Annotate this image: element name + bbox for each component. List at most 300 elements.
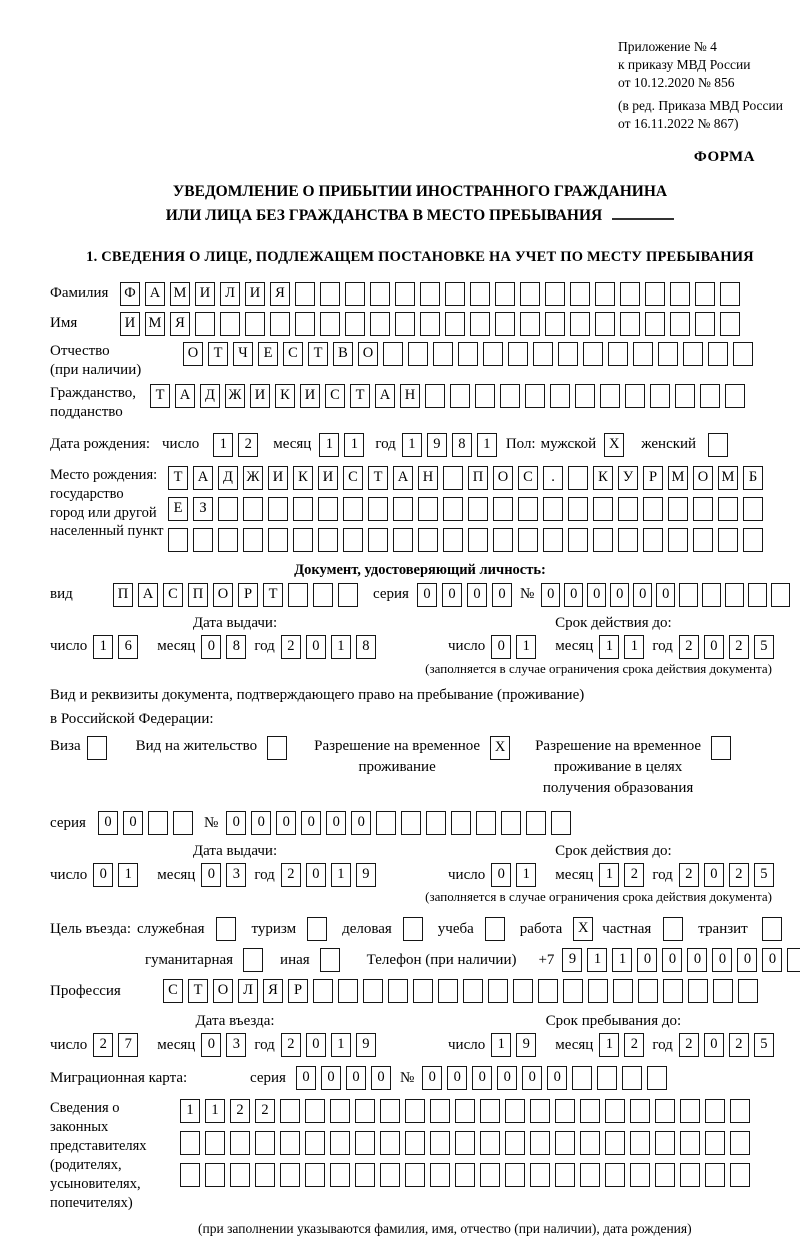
entry-year-cell[interactable]: 0 xyxy=(306,1033,326,1057)
surname-cell[interactable] xyxy=(370,282,390,306)
birthplace-cell[interactable]: М xyxy=(718,466,738,490)
birthplace-cell[interactable]: О xyxy=(693,466,713,490)
stay-month-cell[interactable]: 1 xyxy=(599,1033,619,1057)
citizenship-cell[interactable] xyxy=(475,384,495,408)
surname-cell[interactable] xyxy=(620,282,640,306)
birthplace-cell[interactable]: Е xyxy=(168,497,188,521)
name-cell[interactable] xyxy=(420,312,440,336)
birth-year-cell[interactable]: 1 xyxy=(477,433,497,457)
birthplace-cell[interactable] xyxy=(743,497,763,521)
birthplace-cell[interactable] xyxy=(618,528,638,552)
birth-year-cell[interactable]: 9 xyxy=(427,433,447,457)
name-cell[interactable]: М xyxy=(145,312,165,336)
name-cell[interactable] xyxy=(595,312,615,336)
permit-number-cell[interactable]: 0 xyxy=(276,811,296,835)
stay-year-cell[interactable]: 5 xyxy=(754,1033,774,1057)
birthplace-cell[interactable]: С xyxy=(518,466,538,490)
mig-series-cell[interactable]: 0 xyxy=(296,1066,316,1090)
birthplace-cell[interactable] xyxy=(668,497,688,521)
birthplace-cell[interactable] xyxy=(443,528,463,552)
birthplace-cell[interactable]: О xyxy=(493,466,513,490)
citizenship-cell[interactable]: Т xyxy=(150,384,170,408)
doc-issue-day-cell[interactable]: 1 xyxy=(93,635,113,659)
surname-cell[interactable] xyxy=(495,282,515,306)
reps-cell[interactable]: 2 xyxy=(255,1099,275,1123)
reps-cell[interactable] xyxy=(330,1099,350,1123)
surname-cell[interactable]: Ф xyxy=(120,282,140,306)
patronymic-cell[interactable] xyxy=(733,342,753,366)
reps-cell[interactable] xyxy=(505,1099,525,1123)
birthplace-cell[interactable] xyxy=(593,528,613,552)
profession-cell[interactable] xyxy=(438,979,458,1003)
birthplace-cell[interactable] xyxy=(218,528,238,552)
birthplace-cell[interactable] xyxy=(468,528,488,552)
citizenship-cell[interactable]: С xyxy=(325,384,345,408)
birthplace-cell[interactable] xyxy=(468,497,488,521)
reps-cell[interactable] xyxy=(705,1099,725,1123)
citizenship-cell[interactable] xyxy=(550,384,570,408)
name-cell[interactable] xyxy=(545,312,565,336)
name-cell[interactable] xyxy=(720,312,740,336)
permit-series-cell[interactable] xyxy=(148,811,168,835)
birthplace-cell[interactable] xyxy=(193,528,213,552)
citizenship-cell[interactable]: Н xyxy=(400,384,420,408)
birthplace-cell[interactable]: . xyxy=(543,466,563,490)
birthplace-cell[interactable] xyxy=(243,497,263,521)
birthplace-cell[interactable]: Т xyxy=(368,466,388,490)
patronymic-cell[interactable] xyxy=(458,342,478,366)
doc-issue-year-cell[interactable]: 2 xyxy=(281,635,301,659)
private-checkbox[interactable] xyxy=(663,917,683,941)
transit-checkbox[interactable] xyxy=(762,917,782,941)
citizenship-cell[interactable]: И xyxy=(250,384,270,408)
reps-cell[interactable] xyxy=(330,1131,350,1155)
doc-number-cell[interactable]: 0 xyxy=(656,583,675,607)
stay-year-cell[interactable]: 2 xyxy=(729,1033,749,1057)
reps-cell[interactable] xyxy=(655,1099,675,1123)
permit-valid-year-cell[interactable]: 2 xyxy=(679,863,699,887)
reps-cell[interactable] xyxy=(205,1163,225,1187)
permit-valid-month-cell[interactable]: 1 xyxy=(599,863,619,887)
reps-cell[interactable] xyxy=(405,1099,425,1123)
birthplace-cell[interactable] xyxy=(643,497,663,521)
entry-year-cell[interactable]: 9 xyxy=(356,1033,376,1057)
doc-valid-day-cell[interactable]: 0 xyxy=(491,635,511,659)
permit-valid-day-cell[interactable]: 1 xyxy=(516,863,536,887)
reps-cell[interactable] xyxy=(280,1163,300,1187)
reps-cell[interactable] xyxy=(430,1131,450,1155)
birthplace-cell[interactable] xyxy=(668,528,688,552)
reps-cell[interactable] xyxy=(355,1099,375,1123)
reps-cell[interactable] xyxy=(580,1099,600,1123)
reps-cell[interactable] xyxy=(580,1163,600,1187)
entry-year-cell[interactable]: 1 xyxy=(331,1033,351,1057)
doc-series-cell[interactable]: 0 xyxy=(467,583,487,607)
birthplace-cell[interactable] xyxy=(368,528,388,552)
citizenship-cell[interactable]: Т xyxy=(350,384,370,408)
reps-cell[interactable] xyxy=(580,1131,600,1155)
phone-digit-cell[interactable]: 0 xyxy=(737,948,757,972)
surname-cell[interactable] xyxy=(520,282,540,306)
permit-number-cell[interactable]: 0 xyxy=(226,811,246,835)
birth-day-cell[interactable]: 1 xyxy=(213,433,233,457)
birthplace-cell[interactable]: А xyxy=(393,466,413,490)
reps-cell[interactable] xyxy=(705,1163,725,1187)
doc-series-cell[interactable]: 0 xyxy=(492,583,512,607)
name-cell[interactable] xyxy=(270,312,290,336)
doc-issue-year-cell[interactable]: 0 xyxy=(306,635,326,659)
doc-number-cell[interactable] xyxy=(771,583,790,607)
phone-digit-cell[interactable] xyxy=(787,948,800,972)
permit-number-cell[interactable] xyxy=(526,811,546,835)
permit-number-cell[interactable] xyxy=(451,811,471,835)
citizenship-cell[interactable] xyxy=(575,384,595,408)
permit-number-cell[interactable]: 0 xyxy=(351,811,371,835)
patronymic-cell[interactable] xyxy=(508,342,528,366)
phone-digit-cell[interactable]: 0 xyxy=(687,948,707,972)
surname-cell[interactable] xyxy=(395,282,415,306)
citizenship-cell[interactable] xyxy=(675,384,695,408)
doc-valid-year-cell[interactable]: 0 xyxy=(704,635,724,659)
surname-cell[interactable]: Л xyxy=(220,282,240,306)
patronymic-cell[interactable]: Т xyxy=(308,342,328,366)
entry-month-cell[interactable]: 3 xyxy=(226,1033,246,1057)
profession-cell[interactable] xyxy=(363,979,383,1003)
birthplace-cell[interactable] xyxy=(643,528,663,552)
birth-year-cell[interactable]: 1 xyxy=(402,433,422,457)
birthplace-cell[interactable] xyxy=(418,497,438,521)
birthplace-cell[interactable] xyxy=(493,528,513,552)
permit-number-cell[interactable] xyxy=(476,811,496,835)
mig-number-cell[interactable] xyxy=(622,1066,642,1090)
reps-cell[interactable] xyxy=(630,1099,650,1123)
permit-issue-year-cell[interactable]: 9 xyxy=(356,863,376,887)
permit-number-cell[interactable]: 0 xyxy=(326,811,346,835)
male-checkbox[interactable]: X xyxy=(604,433,624,457)
citizenship-cell[interactable] xyxy=(450,384,470,408)
birthplace-cell[interactable]: Б xyxy=(743,466,763,490)
doc-number-cell[interactable]: 0 xyxy=(541,583,560,607)
reps-cell[interactable] xyxy=(630,1163,650,1187)
birth-year-cell[interactable]: 8 xyxy=(452,433,472,457)
birthplace-cell[interactable] xyxy=(718,497,738,521)
reps-cell[interactable] xyxy=(480,1163,500,1187)
profession-cell[interactable] xyxy=(413,979,433,1003)
name-cell[interactable] xyxy=(220,312,240,336)
reps-cell[interactable] xyxy=(205,1131,225,1155)
study-checkbox[interactable] xyxy=(485,917,505,941)
birthplace-cell[interactable] xyxy=(693,497,713,521)
birthplace-cell[interactable] xyxy=(368,497,388,521)
birthplace-cell[interactable] xyxy=(268,497,288,521)
doc-valid-year-cell[interactable]: 2 xyxy=(679,635,699,659)
patronymic-cell[interactable] xyxy=(683,342,703,366)
profession-cell[interactable]: С xyxy=(163,979,183,1003)
birthplace-cell[interactable] xyxy=(693,528,713,552)
doc-number-cell[interactable] xyxy=(679,583,698,607)
name-cell[interactable]: И xyxy=(120,312,140,336)
surname-cell[interactable]: И xyxy=(245,282,265,306)
profession-cell[interactable] xyxy=(538,979,558,1003)
reps-cell[interactable] xyxy=(630,1131,650,1155)
citizenship-cell[interactable]: Ж xyxy=(225,384,245,408)
reps-cell[interactable] xyxy=(555,1099,575,1123)
doc-valid-day-cell[interactable]: 1 xyxy=(516,635,536,659)
name-cell[interactable] xyxy=(345,312,365,336)
humanitarian-checkbox[interactable] xyxy=(243,948,263,972)
stay-day-cell[interactable]: 1 xyxy=(491,1033,511,1057)
patronymic-cell[interactable]: О xyxy=(358,342,378,366)
profession-cell[interactable]: Р xyxy=(288,979,308,1003)
profession-cell[interactable] xyxy=(613,979,633,1003)
doc-series-cell[interactable]: 0 xyxy=(442,583,462,607)
birthplace-cell[interactable] xyxy=(443,497,463,521)
permit-number-cell[interactable] xyxy=(551,811,571,835)
mig-number-cell[interactable]: 0 xyxy=(547,1066,567,1090)
permit-series-cell[interactable] xyxy=(173,811,193,835)
birthplace-cell[interactable] xyxy=(543,497,563,521)
permit-number-cell[interactable]: 0 xyxy=(251,811,271,835)
birthplace-cell[interactable] xyxy=(568,497,588,521)
surname-cell[interactable] xyxy=(720,282,740,306)
birthplace-cell[interactable] xyxy=(243,528,263,552)
permit-issue-month-cell[interactable]: 3 xyxy=(226,863,246,887)
profession-cell[interactable] xyxy=(588,979,608,1003)
patronymic-cell[interactable] xyxy=(708,342,728,366)
profession-cell[interactable] xyxy=(388,979,408,1003)
citizenship-cell[interactable] xyxy=(625,384,645,408)
name-cell[interactable] xyxy=(570,312,590,336)
mig-number-cell[interactable]: 0 xyxy=(522,1066,542,1090)
mig-number-cell[interactable] xyxy=(647,1066,667,1090)
profession-cell[interactable]: О xyxy=(213,979,233,1003)
stay-year-cell[interactable]: 0 xyxy=(704,1033,724,1057)
profession-cell[interactable]: Т xyxy=(188,979,208,1003)
reps-cell[interactable] xyxy=(480,1099,500,1123)
birthplace-cell[interactable] xyxy=(293,497,313,521)
permit-valid-year-cell[interactable]: 2 xyxy=(729,863,749,887)
permit-valid-year-cell[interactable]: 5 xyxy=(754,863,774,887)
surname-cell[interactable] xyxy=(595,282,615,306)
reps-cell[interactable] xyxy=(305,1131,325,1155)
permit-issue-day-cell[interactable]: 1 xyxy=(118,863,138,887)
reps-cell[interactable] xyxy=(605,1131,625,1155)
citizenship-cell[interactable] xyxy=(500,384,520,408)
birthplace-cell[interactable]: П xyxy=(468,466,488,490)
reps-cell[interactable] xyxy=(680,1163,700,1187)
reps-cell[interactable] xyxy=(555,1163,575,1187)
patronymic-cell[interactable] xyxy=(583,342,603,366)
doc-type-cell[interactable]: Р xyxy=(238,583,258,607)
reps-cell[interactable] xyxy=(330,1163,350,1187)
permit-valid-year-cell[interactable]: 0 xyxy=(704,863,724,887)
name-cell[interactable] xyxy=(695,312,715,336)
official-checkbox[interactable] xyxy=(216,917,236,941)
reps-cell[interactable] xyxy=(730,1131,750,1155)
doc-number-cell[interactable]: 0 xyxy=(587,583,606,607)
doc-valid-year-cell[interactable]: 2 xyxy=(729,635,749,659)
citizenship-cell[interactable] xyxy=(700,384,720,408)
doc-type-cell[interactable]: О xyxy=(213,583,233,607)
surname-cell[interactable]: Я xyxy=(270,282,290,306)
surname-cell[interactable] xyxy=(345,282,365,306)
doc-series-cell[interactable]: 0 xyxy=(417,583,437,607)
permit-issue-year-cell[interactable]: 1 xyxy=(331,863,351,887)
citizenship-cell[interactable] xyxy=(525,384,545,408)
phone-digit-cell[interactable]: 1 xyxy=(612,948,632,972)
phone-digit-cell[interactable]: 0 xyxy=(662,948,682,972)
doc-issue-month-cell[interactable]: 8 xyxy=(226,635,246,659)
work-checkbox[interactable]: X xyxy=(573,917,593,941)
permit-number-cell[interactable] xyxy=(501,811,521,835)
mig-number-cell[interactable]: 0 xyxy=(497,1066,517,1090)
profession-cell[interactable] xyxy=(638,979,658,1003)
surname-cell[interactable] xyxy=(695,282,715,306)
reps-cell[interactable] xyxy=(730,1099,750,1123)
reps-cell[interactable] xyxy=(605,1163,625,1187)
patronymic-cell[interactable]: Ч xyxy=(233,342,253,366)
birthplace-cell[interactable] xyxy=(518,497,538,521)
birthplace-cell[interactable] xyxy=(493,497,513,521)
reps-cell[interactable] xyxy=(305,1163,325,1187)
profession-cell[interactable] xyxy=(738,979,758,1003)
name-cell[interactable]: Я xyxy=(170,312,190,336)
entry-month-cell[interactable]: 0 xyxy=(201,1033,221,1057)
temp-residence-checkbox[interactable]: X xyxy=(490,736,510,760)
birthplace-cell[interactable] xyxy=(443,466,463,490)
name-cell[interactable] xyxy=(520,312,540,336)
temp-edu-checkbox[interactable] xyxy=(711,736,731,760)
name-cell[interactable] xyxy=(320,312,340,336)
doc-valid-month-cell[interactable]: 1 xyxy=(624,635,644,659)
reps-cell[interactable] xyxy=(730,1163,750,1187)
birthplace-cell[interactable] xyxy=(743,528,763,552)
entry-day-cell[interactable]: 2 xyxy=(93,1033,113,1057)
doc-valid-month-cell[interactable]: 1 xyxy=(599,635,619,659)
profession-cell[interactable] xyxy=(713,979,733,1003)
tourism-checkbox[interactable] xyxy=(307,917,327,941)
phone-digit-cell[interactable]: 0 xyxy=(712,948,732,972)
reps-cell[interactable]: 2 xyxy=(230,1099,250,1123)
reps-cell[interactable] xyxy=(405,1163,425,1187)
permit-issue-year-cell[interactable]: 0 xyxy=(306,863,326,887)
citizenship-cell[interactable]: А xyxy=(375,384,395,408)
phone-digit-cell[interactable]: 0 xyxy=(762,948,782,972)
permit-series-cell[interactable]: 0 xyxy=(123,811,143,835)
birthplace-cell[interactable] xyxy=(268,528,288,552)
reps-cell[interactable] xyxy=(705,1131,725,1155)
reps-cell[interactable] xyxy=(455,1099,475,1123)
doc-number-cell[interactable]: 0 xyxy=(564,583,583,607)
reps-cell[interactable] xyxy=(180,1131,200,1155)
doc-type-cell[interactable] xyxy=(288,583,308,607)
reps-cell[interactable]: 1 xyxy=(180,1099,200,1123)
permit-issue-year-cell[interactable]: 2 xyxy=(281,863,301,887)
stay-month-cell[interactable]: 2 xyxy=(624,1033,644,1057)
reps-cell[interactable] xyxy=(430,1099,450,1123)
permit-issue-day-cell[interactable]: 0 xyxy=(93,863,113,887)
birthplace-cell[interactable]: Р xyxy=(643,466,663,490)
residence-permit-checkbox[interactable] xyxy=(267,736,287,760)
reps-cell[interactable] xyxy=(380,1099,400,1123)
stay-year-cell[interactable]: 2 xyxy=(679,1033,699,1057)
citizenship-cell[interactable] xyxy=(725,384,745,408)
doc-type-cell[interactable]: А xyxy=(138,583,158,607)
reps-cell[interactable] xyxy=(230,1131,250,1155)
surname-cell[interactable] xyxy=(570,282,590,306)
doc-number-cell[interactable] xyxy=(748,583,767,607)
profession-cell[interactable] xyxy=(663,979,683,1003)
name-cell[interactable] xyxy=(295,312,315,336)
profession-cell[interactable]: Я xyxy=(263,979,283,1003)
patronymic-cell[interactable]: Е xyxy=(258,342,278,366)
patronymic-cell[interactable] xyxy=(408,342,428,366)
birthplace-cell[interactable] xyxy=(568,466,588,490)
permit-series-cell[interactable]: 0 xyxy=(98,811,118,835)
birth-month-cell[interactable]: 1 xyxy=(344,433,364,457)
doc-number-cell[interactable] xyxy=(725,583,744,607)
birthplace-cell[interactable] xyxy=(343,497,363,521)
reps-cell[interactable] xyxy=(180,1163,200,1187)
birthplace-cell[interactable]: С xyxy=(343,466,363,490)
permit-number-cell[interactable] xyxy=(376,811,396,835)
permit-number-cell[interactable] xyxy=(426,811,446,835)
patronymic-cell[interactable] xyxy=(633,342,653,366)
reps-cell[interactable] xyxy=(455,1131,475,1155)
permit-valid-day-cell[interactable]: 0 xyxy=(491,863,511,887)
reps-cell[interactable] xyxy=(405,1131,425,1155)
birthplace-cell[interactable] xyxy=(318,497,338,521)
reps-cell[interactable] xyxy=(380,1163,400,1187)
birthplace-cell[interactable] xyxy=(618,497,638,521)
patronymic-cell[interactable]: Т xyxy=(208,342,228,366)
patronymic-cell[interactable] xyxy=(558,342,578,366)
reps-cell[interactable] xyxy=(655,1131,675,1155)
profession-cell[interactable] xyxy=(488,979,508,1003)
surname-cell[interactable] xyxy=(445,282,465,306)
phone-digit-cell[interactable]: 0 xyxy=(637,948,657,972)
citizenship-cell[interactable]: К xyxy=(275,384,295,408)
reps-cell[interactable] xyxy=(430,1163,450,1187)
permit-valid-month-cell[interactable]: 2 xyxy=(624,863,644,887)
reps-cell[interactable] xyxy=(680,1099,700,1123)
name-cell[interactable] xyxy=(370,312,390,336)
mig-number-cell[interactable]: 0 xyxy=(422,1066,442,1090)
reps-cell[interactable] xyxy=(480,1131,500,1155)
surname-cell[interactable] xyxy=(645,282,665,306)
birthplace-cell[interactable] xyxy=(718,528,738,552)
birthplace-cell[interactable]: Н xyxy=(418,466,438,490)
birthplace-cell[interactable]: Т xyxy=(168,466,188,490)
reps-cell[interactable] xyxy=(555,1131,575,1155)
reps-cell[interactable] xyxy=(380,1131,400,1155)
birthplace-cell[interactable]: И xyxy=(268,466,288,490)
surname-cell[interactable]: М xyxy=(170,282,190,306)
reps-cell[interactable] xyxy=(255,1131,275,1155)
citizenship-cell[interactable]: А xyxy=(175,384,195,408)
reps-cell[interactable] xyxy=(530,1163,550,1187)
reps-cell[interactable]: 1 xyxy=(205,1099,225,1123)
reps-cell[interactable] xyxy=(355,1131,375,1155)
patronymic-cell[interactable]: О xyxy=(183,342,203,366)
reps-cell[interactable] xyxy=(455,1163,475,1187)
birthplace-cell[interactable]: А xyxy=(193,466,213,490)
surname-cell[interactable] xyxy=(320,282,340,306)
name-cell[interactable] xyxy=(445,312,465,336)
birthplace-cell[interactable]: Д xyxy=(218,466,238,490)
doc-number-cell[interactable]: 0 xyxy=(633,583,652,607)
reps-cell[interactable] xyxy=(505,1163,525,1187)
